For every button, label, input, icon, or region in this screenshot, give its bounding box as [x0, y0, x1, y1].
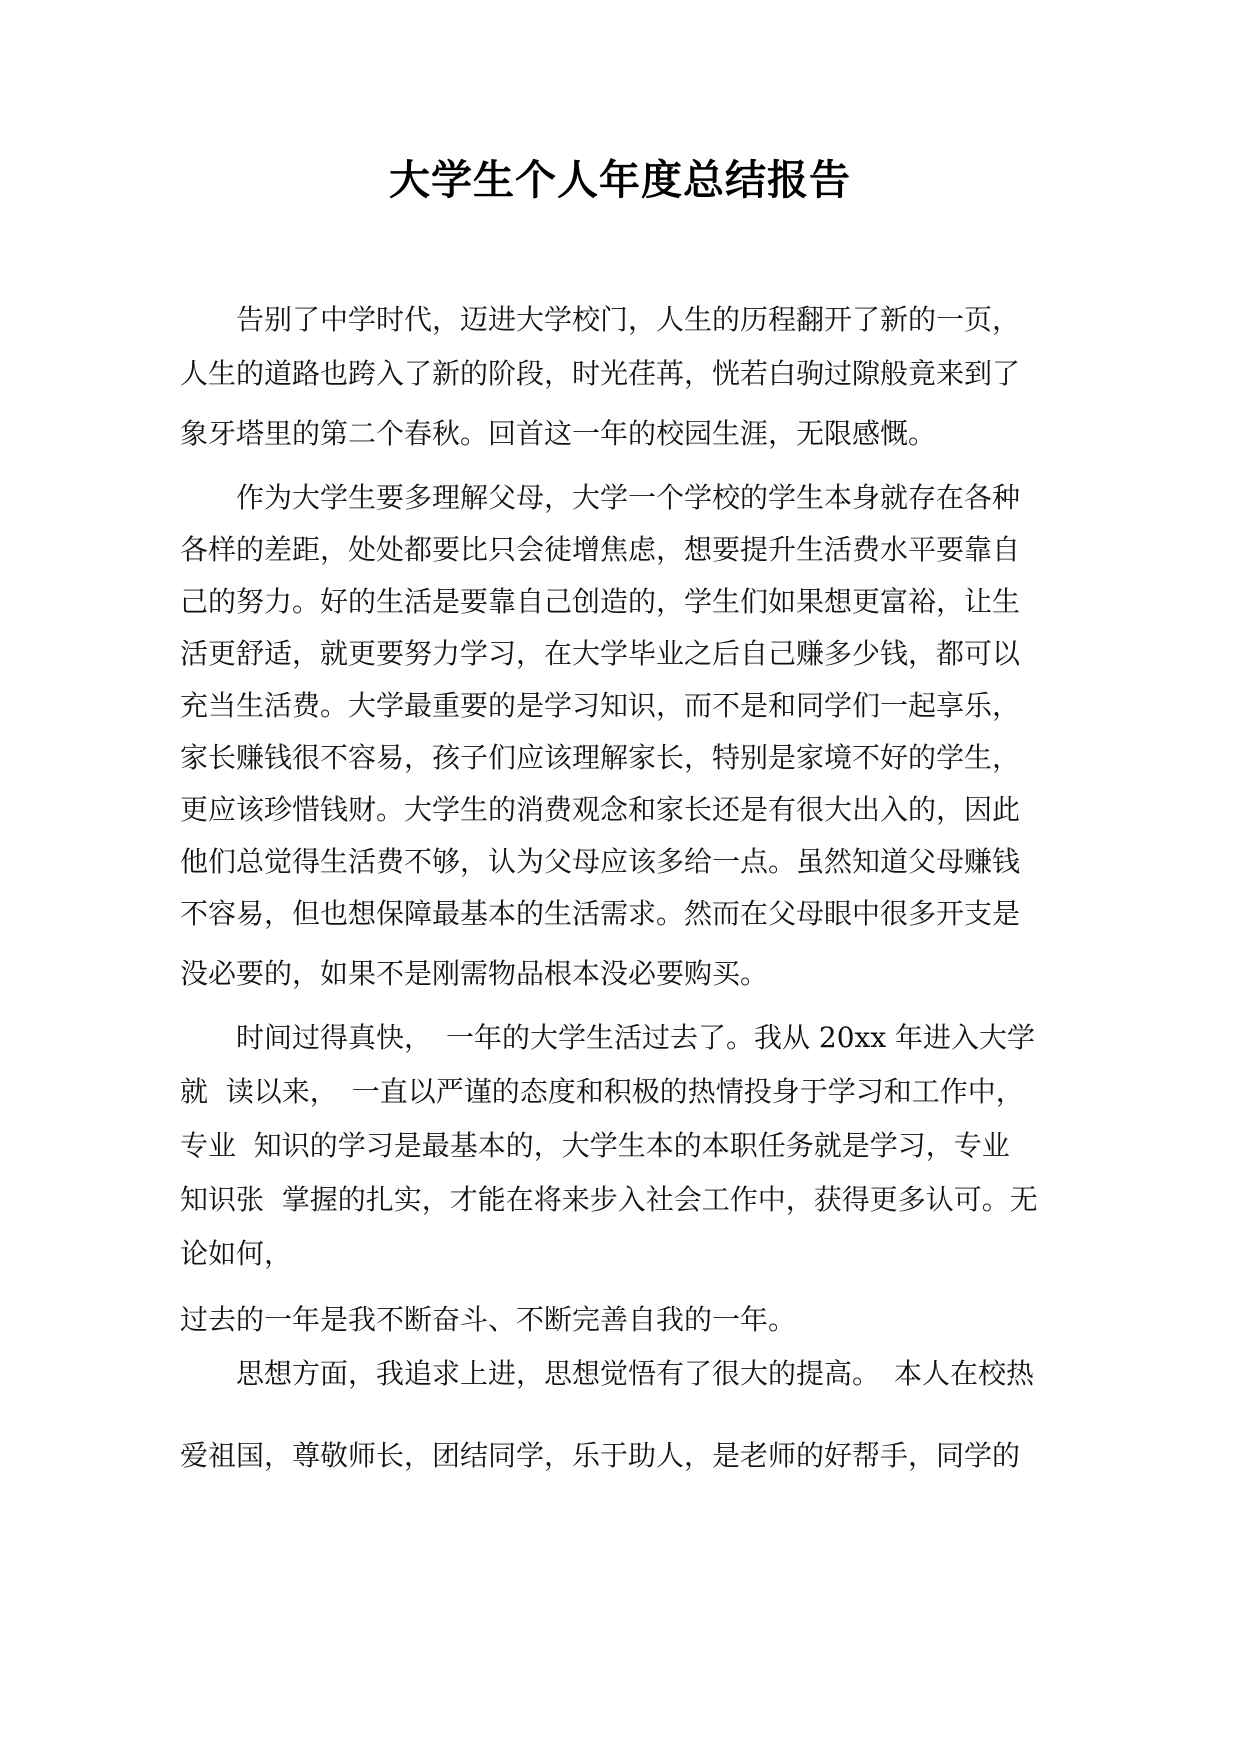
body-line: 就 读以来， 一直以严谨的态度和积极的热情投身于学习和工作中， — [180, 1075, 1024, 1108]
document-title: 大学生个人年度总结报告 — [389, 156, 851, 204]
body-line: 作为大学生要多理解父母，大学一个学校的学生本身就存在各种 — [180, 481, 1021, 514]
body-line: 活更舒适，就更要努力学习，在大学毕业之后自己赚多少钱，都可以 — [180, 637, 1021, 670]
body-line: 时间过得真快， 一年的大学生活过去了。我从 20xx 年进入大学 — [180, 1021, 1036, 1054]
body-line: 没必要的，如果不是刚需物品根本没必要购买。 — [180, 957, 769, 990]
body-line: 过去的一年是我不断奋斗、不断完善自我的一年。 — [180, 1303, 797, 1336]
body-line: 告别了中学时代，迈进大学校门，人生的历程翻开了新的一页， — [180, 303, 1021, 336]
body-line: 各样的差距，处处都要比只会徒增焦虑，想要提升生活费水平要靠自 — [180, 533, 1021, 566]
body-line: 充当生活费。大学最重要的是学习知识，而不是和同学们一起享乐， — [180, 689, 1021, 722]
body-line: 不容易，但也想保障最基本的生活需求。然而在父母眼中很多开支是 — [180, 897, 1021, 930]
body-line: 象牙塔里的第二个春秋。回首这一年的校园生涯，无限感慨。 — [180, 417, 937, 450]
body-line: 专业 知识的学习是最基本的，大学生本的本职任务就是学习，专业 — [180, 1129, 1010, 1162]
body-line: 思想方面，我追求上进，思想觉悟有了很大的提高。 本人在校热 — [180, 1357, 1035, 1390]
body-line: 家长赚钱很不容易，孩子们应该理解家长，特别是家境不好的学生， — [180, 741, 1021, 774]
body-line: 他们总觉得生活费不够，认为父母应该多给一点。虽然知道父母赚钱 — [180, 845, 1021, 878]
body-line: 人生的道路也跨入了新的阶段，时光荏苒，恍若白驹过隙般竟来到了 — [180, 357, 1021, 390]
body-line: 论如何， — [180, 1237, 293, 1270]
body-line: 更应该珍惜钱财。大学生的消费观念和家长还是有很大出入的，因此 — [180, 793, 1021, 826]
body-line: 知识张 掌握的扎实，才能在将来步入社会工作中，获得更多认可。无 — [180, 1183, 1038, 1216]
body-line: 爱祖国，尊敬师长，团结同学，乐于助人，是老师的好帮手，同学的 — [180, 1439, 1021, 1472]
body-line: 己的努力。好的生活是要靠自己创造的，学生们如果想更富裕，让生 — [180, 585, 1021, 618]
